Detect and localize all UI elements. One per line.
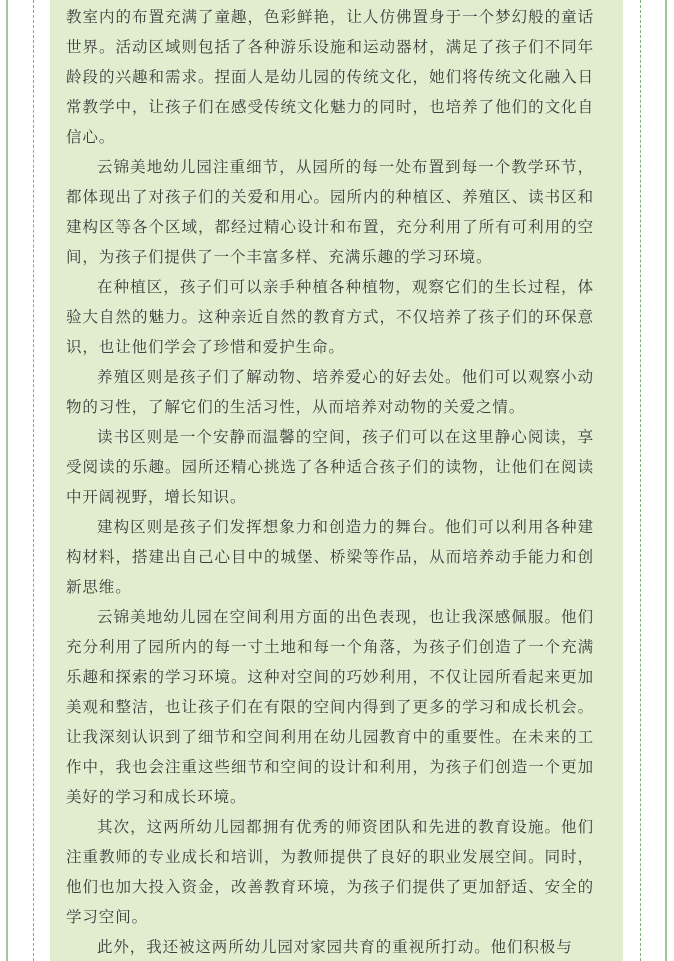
paragraph-6: 建构区则是孩子们发挥想象力和创造力的舞台。他们可以利用各种建构材料，搭建出自己心目中的城堡、桥梁等作品，从而培养动手能力和创新思维。 [66, 518, 594, 596]
article-body [66, 2, 594, 961]
paragraph-1: 教室内的布置充满了童趣，色彩鲜艳，让人仿佛置身于一个梦幻般的童话世界。活动区域则包括了各种游乐设施和运动器材，满足了孩子们不同年龄段的兴趣和需求。捏面人是幼儿园的传统文化，她们将传统文化融入日常教学中，让孩子们在感受传统文化魅力的同时，也培养了他们的文化自信心。 [66, 8, 594, 146]
left-dashed-border [33, 0, 34, 961]
paragraph-2: 云锦美地幼儿园注重细节，从园所的每一处布置到每一个教学环节，都体现出了对孩子们的关爱和用心。园所内的种植区、养殖区、读书区和建构区等各个区域，都经过精心设计和布置，充分利用了所有可利用的空间，为孩子们提供了一个丰富多样、充满乐趣的学习环境。 [66, 158, 594, 266]
left-border-line [6, 0, 8, 961]
right-border-line [665, 0, 667, 961]
paragraph-5: 读书区则是一个安静而温馨的空间，孩子们可以在这里静心阅读，享受阅读的乐趣。园所还精心挑选了各种适合孩子们的读物，让他们在阅读中开阔视野，增长知识。 [66, 428, 594, 506]
article-panel [50, 0, 623, 961]
paragraph-4: 养殖区则是孩子们了解动物、培养爱心的好去处。他们可以观察小动物的习性，了解它们的生活习性，从而培养对动物的关爱之情。 [66, 368, 594, 416]
paragraph-8: 其次，这两所幼儿园都拥有优秀的师资团队和先进的教育设施。他们注重教师的专业成长和培训，为教师提供了良好的职业发展空间。同时，他们也加大投入资金，改善教育环境，为孩子们提供了更加舒适、安全的学习空间。 [66, 818, 594, 926]
right-dashed-border [640, 0, 641, 961]
paragraph-7: 云锦美地幼儿园在空间利用方面的出色表现，也让我深感佩服。他们充分利用了园所内的每一寸土地和每一个角落，为孩子们创造了一个充满乐趣和探索的学习环境。这种对空间的巧妙利用，不仅让园所看起来更加美观和整洁，也让孩子们在有限的空间内得到了更多的学习和成长机会。让我深刻认识到了细节和空间利用在幼儿园教育中的重要性。在未来的工作中，我也会注重这些细节和空间的设计和利用，为孩子们创造一个更加美好的学习和成长环境。 [66, 608, 594, 806]
paragraph-3: 在种植区，孩子们可以亲手种植各种植物，观察它们的生长过程，体验大自然的魅力。这种亲近自然的教育方式，不仅培养了孩子们的环保意识，也让他们学会了珍惜和爱护生命。 [66, 278, 594, 356]
paragraph-9: 此外，我还被这两所幼儿园对家园共育的重视所打动。他们积极与 [97, 938, 573, 956]
